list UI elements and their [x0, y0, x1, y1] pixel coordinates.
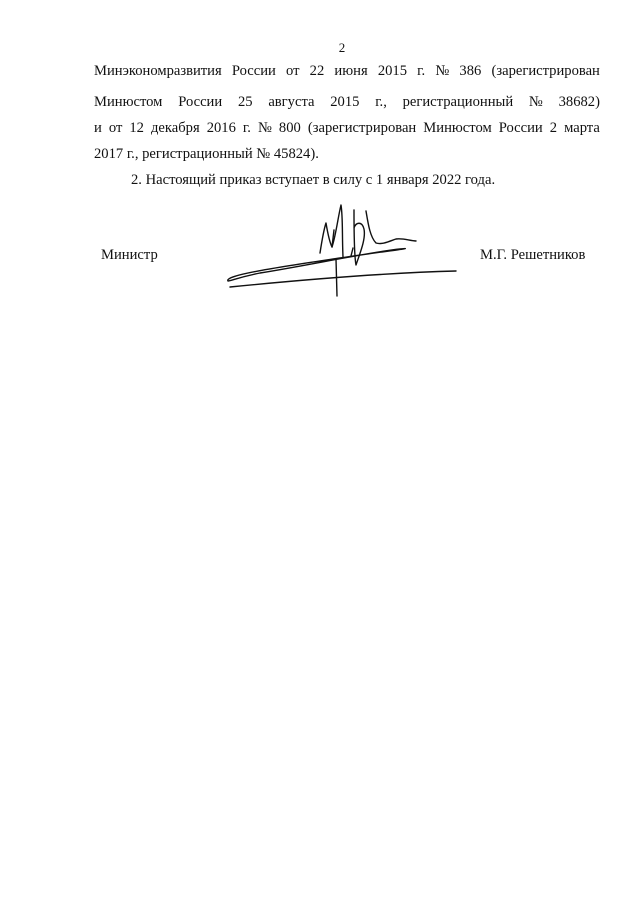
word: 2 [549, 120, 558, 136]
word: России [231, 63, 276, 79]
word: 386 [459, 63, 482, 79]
paragraph-line-2 [94, 94, 600, 111]
word: г., [375, 94, 387, 110]
page-number: 2 [338, 40, 346, 55]
word: от [286, 63, 300, 79]
paragraph-line-3 [94, 120, 600, 137]
paragraph-line-1 [94, 63, 600, 80]
word: марта [564, 120, 600, 136]
word: 38682) [558, 94, 600, 110]
word: декабря [150, 120, 200, 136]
word: 2015 [330, 94, 360, 110]
word: 2016 [206, 120, 236, 136]
word: 12 [129, 120, 144, 136]
word: № [257, 120, 272, 136]
position-title: Министр [101, 247, 158, 263]
word: г. [242, 120, 251, 136]
word: и [94, 120, 102, 136]
word: 22 [309, 63, 325, 79]
word: 800 [278, 120, 301, 136]
word: от [108, 120, 123, 136]
word: г. [417, 63, 426, 79]
word: (зарегистрирован [491, 63, 600, 79]
handwritten-signature [220, 195, 470, 305]
word: регистрационный [402, 94, 514, 110]
signer-name: М.Г. Решетников [480, 247, 586, 263]
word: России [178, 94, 223, 110]
word: 25 [237, 94, 253, 110]
clause-2: 2. Настоящий приказ вступает в силу с 1 января 2022 года. [131, 172, 496, 188]
paragraph-line-4: 2017 г., регистрационный № 45824). [94, 146, 319, 162]
word: России [498, 120, 543, 136]
word: 2015 [377, 63, 408, 79]
word: Минэкономразвития [94, 63, 222, 79]
word: Минюстом [423, 120, 492, 136]
word: Минюстом [94, 94, 163, 110]
word: (зарегистрирован [307, 120, 417, 136]
word: № [528, 94, 543, 110]
word: августа [268, 94, 315, 110]
word: № [435, 63, 450, 79]
word: июня [334, 63, 368, 79]
